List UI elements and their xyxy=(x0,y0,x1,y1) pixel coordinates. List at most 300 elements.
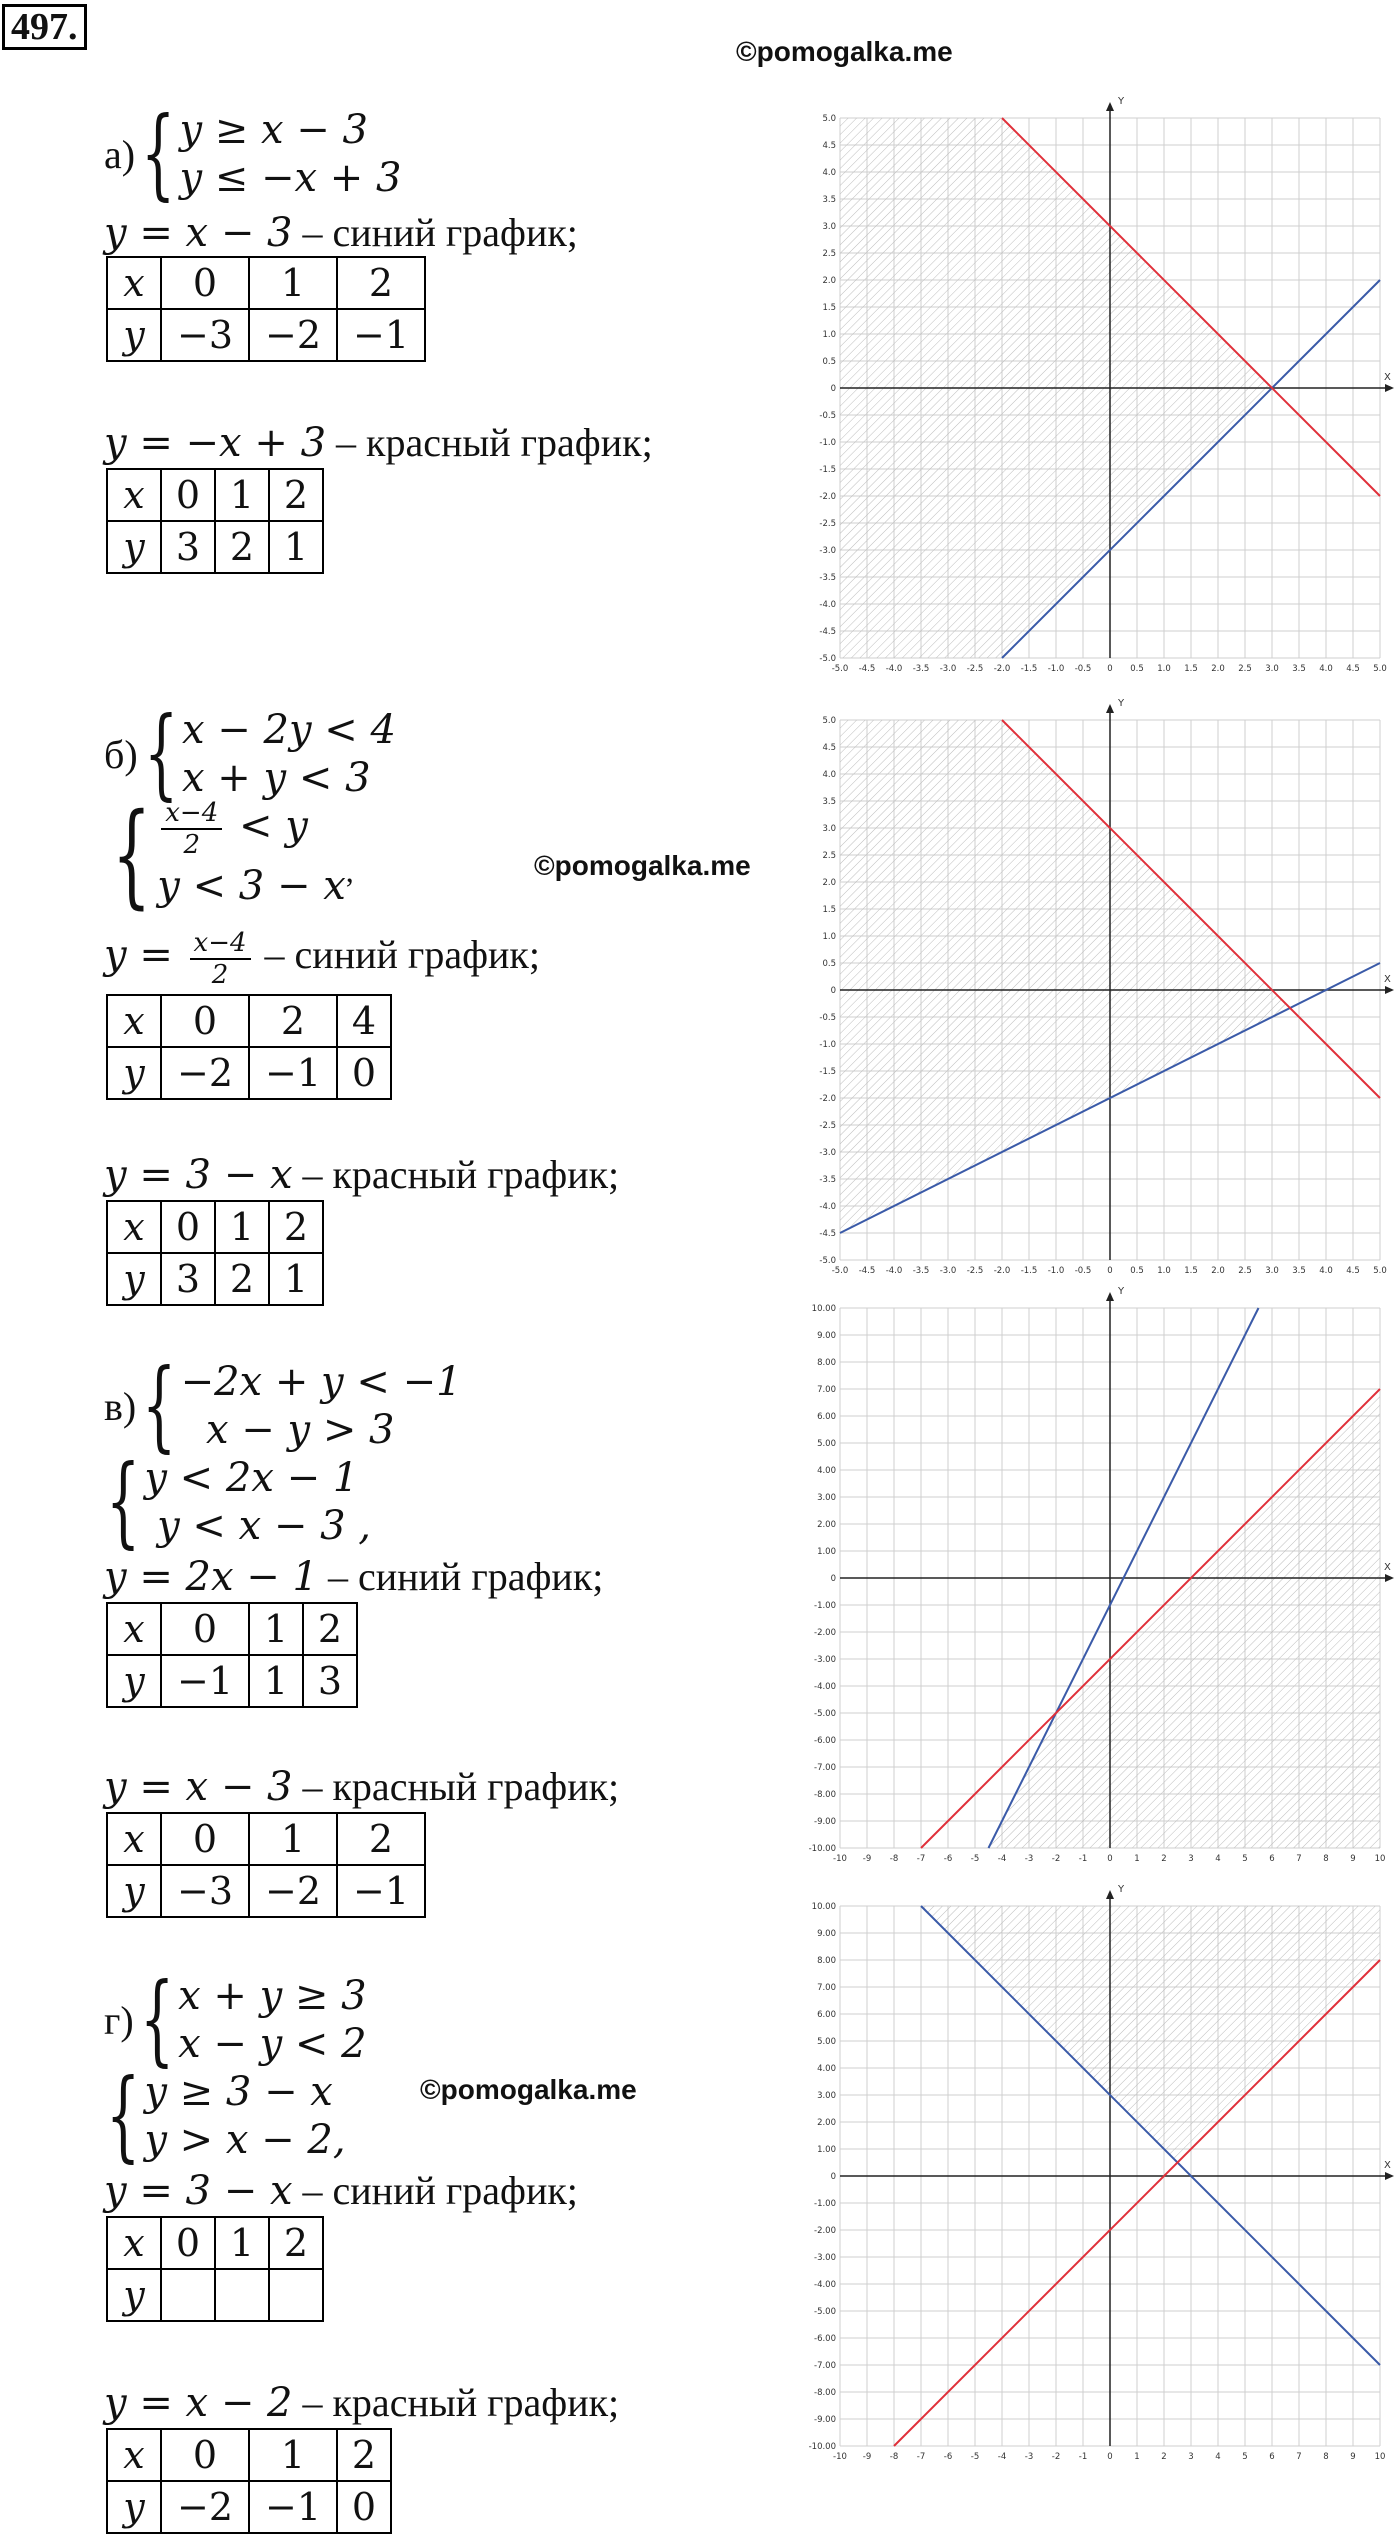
y-tick-label: -9.00 xyxy=(814,2415,836,2425)
brace-icon: { xyxy=(112,790,152,920)
table-cell: 0 xyxy=(161,1603,249,1655)
problem-number: 497. xyxy=(2,4,87,50)
table-cell: 4 xyxy=(337,995,391,1047)
part-d-red-table xyxy=(106,2428,392,2534)
table-row xyxy=(107,309,425,361)
y-tick-label: -2.5 xyxy=(819,1121,836,1131)
x-tick-label: 9 xyxy=(1350,2452,1356,2462)
y-tick-label: -3.0 xyxy=(819,1148,836,1158)
brace-icon: { xyxy=(142,1349,177,1463)
x-tick-label: -4.5 xyxy=(858,664,876,674)
y-tick-label: 3.0 xyxy=(822,222,836,232)
x-tick-label: 7 xyxy=(1296,1854,1302,1864)
part-b-blue-table xyxy=(106,994,392,1100)
x-tick-label: 4.5 xyxy=(1346,1266,1360,1276)
equation: y = x − 3 xyxy=(104,210,293,256)
y-tick-label: 9.00 xyxy=(817,1331,836,1341)
x-tick-label: -1.5 xyxy=(1020,1266,1038,1276)
system-row: y < x − 3 , xyxy=(144,1503,371,1549)
y-tick-label: -5.00 xyxy=(814,1709,836,1719)
x-tick-label: 0 xyxy=(1107,1266,1113,1276)
y-tick-label: -2.5 xyxy=(819,519,836,529)
part-c-label: в) xyxy=(104,1383,137,1429)
table-cell: 1 xyxy=(215,469,269,521)
table-row xyxy=(107,521,323,573)
y-tick-label: 5.0 xyxy=(822,716,836,726)
x-tick-label: 3.0 xyxy=(1265,1266,1279,1276)
x-tick-label: -3 xyxy=(1024,1854,1034,1864)
y-tick-label: 8.00 xyxy=(817,1956,836,1966)
watermark-bottom: ©pomogalka.me xyxy=(420,2074,637,2105)
y-axis-label: Y xyxy=(1118,1286,1125,1297)
y-tick-label: -2.00 xyxy=(814,2226,836,2236)
x-tick-label: 3 xyxy=(1188,1854,1194,1864)
graph-part-a xyxy=(810,88,1396,674)
x-tick-label: 5.0 xyxy=(1373,664,1387,674)
shaded-region xyxy=(840,720,1290,1233)
y-tick-label: -7.00 xyxy=(814,2361,836,2371)
y-tick-label: -8.00 xyxy=(814,1790,836,1800)
x-tick-label: 2.0 xyxy=(1211,664,1225,674)
y-tick-label: 5.00 xyxy=(817,2037,836,2047)
x-axis-arrow-icon xyxy=(1385,986,1394,994)
x-tick-label: -2.0 xyxy=(993,664,1011,674)
x-tick-label: 4.0 xyxy=(1319,664,1333,674)
y-tick-label: 3.5 xyxy=(822,797,836,807)
y-tick-label: 6.00 xyxy=(817,1412,836,1422)
part-b-label: б) xyxy=(104,731,138,777)
x-tick-label: -8 xyxy=(889,2452,899,2462)
part-a-red-table xyxy=(106,468,324,574)
y-tick-label: 0 xyxy=(830,986,836,996)
x-tick-label: 3 xyxy=(1188,2452,1194,2462)
y-tick-label: 0.5 xyxy=(822,357,836,367)
y-tick-label: -5.0 xyxy=(819,1256,836,1266)
x-tick-label: -2.5 xyxy=(966,1266,984,1276)
table-row xyxy=(107,2481,391,2533)
x-axis-label: X xyxy=(1384,372,1391,383)
x-tick-label: -2 xyxy=(1051,1854,1061,1864)
x-tick-label: -2 xyxy=(1051,2452,1061,2462)
table-cell: 1 xyxy=(249,257,337,309)
y-tick-label: -5.00 xyxy=(814,2307,836,2317)
table-cell: 1 xyxy=(249,1603,303,1655)
y-tick-label: 3.0 xyxy=(822,824,836,834)
y-tick-label: 0 xyxy=(830,2172,836,2182)
caption: – синий график; xyxy=(292,2168,578,2213)
part-d-label: г) xyxy=(104,1997,134,2043)
x-tick-label: -1 xyxy=(1078,2452,1088,2462)
part-b-red-caption xyxy=(104,1152,619,1198)
x-tick-label: 2 xyxy=(1161,1854,1167,1864)
table-cell: −1 xyxy=(337,309,425,361)
y-tick-label: -1.00 xyxy=(814,1601,836,1611)
table-row xyxy=(107,1655,357,1707)
y-tick-label: -4.5 xyxy=(819,1229,836,1239)
table-cell: x xyxy=(107,2217,161,2269)
y-tick-label: 6.00 xyxy=(817,2010,836,2020)
part-a-blue-table xyxy=(106,256,426,362)
y-tick-label: 4.5 xyxy=(822,743,836,753)
y-tick-label: -3.5 xyxy=(819,573,836,583)
y-axis-label: Y xyxy=(1118,1884,1125,1895)
y-tick-label: -1.5 xyxy=(819,465,836,475)
system-row: x + y ≥ 3 xyxy=(178,1973,367,2019)
table-cell: 2 xyxy=(215,1253,269,1305)
x-tick-label: 6 xyxy=(1269,2452,1275,2462)
y-tick-label: 4.00 xyxy=(817,1466,836,1476)
x-tick-label: -7 xyxy=(916,2452,926,2462)
x-tick-label: 5.0 xyxy=(1373,1266,1387,1276)
table-cell: x xyxy=(107,1201,161,1253)
table-cell: −3 xyxy=(161,309,249,361)
y-tick-label: 1.5 xyxy=(822,905,836,915)
table-cell: 0 xyxy=(161,257,249,309)
x-tick-label: -3.5 xyxy=(912,1266,930,1276)
y-tick-label: -2.0 xyxy=(819,1094,836,1104)
y-tick-label: 2.5 xyxy=(822,851,836,861)
table-cell: 2 xyxy=(269,1201,323,1253)
y-tick-label: -10.00 xyxy=(808,2442,836,2452)
x-tick-label: 4 xyxy=(1215,1854,1221,1864)
table-cell: 2 xyxy=(249,995,337,1047)
table-cell: x xyxy=(107,1813,161,1865)
part-c-red-caption xyxy=(104,1764,619,1810)
y-tick-label: 2.00 xyxy=(817,1520,836,1530)
y-tick-label: 2.0 xyxy=(822,878,836,888)
y-tick-label: -5.0 xyxy=(819,654,836,664)
x-tick-label: 1 xyxy=(1134,2452,1140,2462)
table-cell: −2 xyxy=(161,2481,249,2533)
x-tick-label: 2.5 xyxy=(1238,664,1252,674)
equation: y = 2x − 1 xyxy=(104,1554,318,1600)
x-tick-label: 1.0 xyxy=(1157,1266,1171,1276)
caption: – синий график; xyxy=(317,1554,604,1599)
y-tick-label: -2.0 xyxy=(819,492,836,502)
x-tick-label: -9 xyxy=(862,1854,872,1864)
frac-numerator: x−4 xyxy=(161,798,222,830)
y-tick-label: 2.00 xyxy=(817,2118,836,2128)
x-tick-label: -2.0 xyxy=(993,1266,1011,1276)
table-cell: 2 xyxy=(337,1813,425,1865)
table-cell xyxy=(161,2269,215,2321)
x-tick-label: -4 xyxy=(997,1854,1007,1864)
part-d-red-caption xyxy=(104,2380,619,2426)
x-tick-label: 6 xyxy=(1269,1854,1275,1864)
table-cell: 1 xyxy=(269,521,323,573)
y-tick-label: 3.00 xyxy=(817,1493,836,1503)
system-row: y < 2x − 1 xyxy=(144,1455,359,1501)
table-cell: 0 xyxy=(161,995,249,1047)
x-axis-label: X xyxy=(1384,974,1391,985)
system-row: y ≥ x − 3 xyxy=(179,107,368,153)
system-row: x − y > 3 xyxy=(180,1407,395,1453)
table-cell: 2 xyxy=(337,257,425,309)
graph-part-c xyxy=(790,1282,1396,1862)
watermark-top: ©pomogalka.me xyxy=(736,36,953,67)
x-tick-label: -5 xyxy=(970,2452,980,2462)
y-axis-label: Y xyxy=(1118,96,1125,107)
table-row xyxy=(107,1201,323,1253)
x-tick-label: -1 xyxy=(1078,1854,1088,1864)
table-row xyxy=(107,1253,323,1305)
y-tick-label: 1.0 xyxy=(822,932,836,942)
table-cell: 0 xyxy=(161,2217,215,2269)
table-cell: 2 xyxy=(269,2217,323,2269)
caption: – красный график; xyxy=(292,2380,620,2425)
table-cell: 0 xyxy=(337,2481,391,2533)
y-tick-label: -0.5 xyxy=(819,1013,836,1023)
part-b-red-table xyxy=(106,1200,324,1306)
x-tick-label: -5.0 xyxy=(831,664,849,674)
x-tick-label: -7 xyxy=(916,1854,926,1864)
part-d-blue-table xyxy=(106,2216,324,2322)
equation: y = −x + 3 xyxy=(104,420,327,466)
graph-part-d xyxy=(790,1880,1396,2460)
y-axis-arrow-icon xyxy=(1106,1890,1114,1899)
x-tick-label: -1.5 xyxy=(1020,664,1038,674)
equation: y = x − 2 xyxy=(104,2380,293,2426)
table-row xyxy=(107,257,425,309)
x-tick-label: -4.0 xyxy=(885,664,903,674)
frac-denominator: 2 xyxy=(211,960,229,990)
table-cell: 0 xyxy=(161,1201,215,1253)
watermark-middle: ©pomogalka.me xyxy=(534,850,751,881)
x-tick-label: 0.5 xyxy=(1130,664,1144,674)
brace-icon: { xyxy=(106,2059,141,2173)
y-tick-label: -6.00 xyxy=(814,1736,836,1746)
y-tick-label: 8.00 xyxy=(817,1358,836,1368)
x-tick-label: -6 xyxy=(943,1854,953,1864)
table-cell: 0 xyxy=(161,1813,249,1865)
system-row: y ≥ 3 − x xyxy=(144,2069,333,2115)
x-tick-label: 2 xyxy=(1161,2452,1167,2462)
table-cell: x xyxy=(107,469,161,521)
part-a-label: а) xyxy=(104,131,136,177)
table-cell: −1 xyxy=(249,1047,337,1099)
system-row: x + y < 3 xyxy=(182,755,371,801)
table-cell: −1 xyxy=(337,1865,425,1917)
x-tick-label: -1.0 xyxy=(1047,1266,1065,1276)
y-tick-label: 9.00 xyxy=(817,1929,836,1939)
y-tick-label: 1.00 xyxy=(817,1547,836,1557)
table-row xyxy=(107,2269,323,2321)
y-tick-label: 0 xyxy=(830,1574,836,1584)
y-tick-label: -3.5 xyxy=(819,1175,836,1185)
y-tick-label: 7.00 xyxy=(817,1983,836,1993)
table-cell: 3 xyxy=(303,1655,357,1707)
table-cell: −2 xyxy=(249,309,337,361)
x-tick-label: 0 xyxy=(1107,664,1113,674)
x-tick-label: 8 xyxy=(1323,1854,1329,1864)
x-tick-label: -5.0 xyxy=(831,1266,849,1276)
x-tick-label: 5 xyxy=(1242,1854,1248,1864)
y-tick-label: -4.00 xyxy=(814,2280,836,2290)
y-axis-arrow-icon xyxy=(1106,1292,1114,1301)
x-axis-label: X xyxy=(1384,1562,1391,1573)
system-row: x − y < 2 xyxy=(178,2021,367,2067)
x-tick-label: -10 xyxy=(833,1854,847,1864)
table-cell: 2 xyxy=(337,2429,391,2481)
x-tick-label: -2.5 xyxy=(966,664,984,674)
y-tick-label: 4.0 xyxy=(822,770,836,780)
table-cell: 1 xyxy=(215,1201,269,1253)
table-row xyxy=(107,1813,425,1865)
comma: , xyxy=(345,853,354,889)
y-tick-label: -4.0 xyxy=(819,600,836,610)
row-tail: < y xyxy=(226,803,308,849)
table-cell: x xyxy=(107,2429,161,2481)
y-tick-label: -3.0 xyxy=(819,546,836,556)
table-cell: 2 xyxy=(269,469,323,521)
x-axis-arrow-icon xyxy=(1385,1574,1394,1582)
x-tick-label: -1.0 xyxy=(1047,664,1065,674)
equation: y = 3 − x xyxy=(104,1152,293,1198)
brace-icon: { xyxy=(106,1445,141,1559)
y-tick-label: 4.00 xyxy=(817,2064,836,2074)
table-cell: 2 xyxy=(303,1603,357,1655)
x-tick-label: 1.5 xyxy=(1184,664,1198,674)
x-tick-label: 0 xyxy=(1107,2452,1113,2462)
part-d-blue-caption xyxy=(104,2168,578,2214)
y-tick-label: 3.5 xyxy=(822,195,836,205)
brace-icon: { xyxy=(141,97,176,211)
y-tick-label: -7.00 xyxy=(814,1763,836,1773)
x-tick-label: -3.5 xyxy=(912,664,930,674)
x-tick-label: 9 xyxy=(1350,1854,1356,1864)
table-row xyxy=(107,1865,425,1917)
table-cell: y xyxy=(107,1655,161,1707)
system-row xyxy=(157,798,346,860)
table-cell: y xyxy=(107,1865,161,1917)
x-tick-label: 4.0 xyxy=(1319,1266,1333,1276)
system-row: y > x − 2, xyxy=(144,2117,346,2163)
x-tick-label: -3.0 xyxy=(939,664,957,674)
y-tick-label: -4.00 xyxy=(814,1682,836,1692)
system-row: x − 2y < 4 xyxy=(182,707,396,753)
table-cell: 0 xyxy=(337,1047,391,1099)
table-cell: 0 xyxy=(161,469,215,521)
table-cell: 1 xyxy=(249,1655,303,1707)
y-tick-label: -10.00 xyxy=(808,1844,836,1854)
x-tick-label: 7 xyxy=(1296,2452,1302,2462)
table-cell: −2 xyxy=(249,1865,337,1917)
table-cell: x xyxy=(107,1603,161,1655)
system-row: y ≤ −x + 3 xyxy=(179,155,402,201)
x-tick-label: 4.5 xyxy=(1346,664,1360,674)
x-axis-arrow-icon xyxy=(1385,2172,1394,2180)
y-tick-label: 0 xyxy=(830,384,836,394)
equation: y = 3 − x xyxy=(104,2168,293,2214)
y-tick-label: 1.0 xyxy=(822,330,836,340)
x-tick-label: 5 xyxy=(1242,2452,1248,2462)
part-a-blue-caption xyxy=(104,210,578,256)
table-cell: y xyxy=(107,1047,161,1099)
y-tick-label: 5.00 xyxy=(817,1439,836,1449)
y-axis-arrow-icon xyxy=(1106,704,1114,713)
table-row xyxy=(107,1603,357,1655)
y-tick-label: -0.5 xyxy=(819,411,836,421)
x-axis-arrow-icon xyxy=(1385,384,1394,392)
y-tick-label: 5.0 xyxy=(822,114,836,124)
x-tick-label: 3.5 xyxy=(1292,1266,1306,1276)
x-tick-label: 0 xyxy=(1107,1854,1113,1864)
x-tick-label: 3.0 xyxy=(1265,664,1279,674)
x-tick-label: -4.0 xyxy=(885,1266,903,1276)
x-tick-label: 10 xyxy=(1374,1854,1386,1864)
y-tick-label: -2.00 xyxy=(814,1628,836,1638)
x-tick-label: -3 xyxy=(1024,2452,1034,2462)
y-tick-label: 2.5 xyxy=(822,249,836,259)
frac-denominator: 2 xyxy=(183,830,201,860)
part-c-blue-caption xyxy=(104,1554,603,1600)
caption: – красный график; xyxy=(292,1764,620,1809)
part-a-red-caption xyxy=(104,420,653,466)
x-tick-label: -4 xyxy=(997,2452,1007,2462)
x-tick-label: 1.0 xyxy=(1157,664,1171,674)
y-tick-label: 10.00 xyxy=(811,1304,836,1314)
table-cell: 2 xyxy=(215,521,269,573)
part-c-blue-table xyxy=(106,1602,358,1708)
part-d-system xyxy=(104,1963,367,2077)
caption: – красный график; xyxy=(292,1152,620,1197)
system-row: −2x + y < −1 xyxy=(180,1359,462,1405)
y-tick-label: -1.0 xyxy=(819,438,836,448)
table-cell: 1 xyxy=(249,1813,337,1865)
x-tick-label: -5 xyxy=(970,1854,980,1864)
y-tick-label: -1.0 xyxy=(819,1040,836,1050)
table-cell: 1 xyxy=(215,2217,269,2269)
shaded-region xyxy=(921,1906,1380,2163)
y-tick-label: 4.5 xyxy=(822,141,836,151)
x-tick-label: 2.5 xyxy=(1238,1266,1252,1276)
x-tick-label: -8 xyxy=(889,1854,899,1864)
x-tick-label: -0.5 xyxy=(1074,1266,1092,1276)
table-cell: y xyxy=(107,2481,161,2533)
y-tick-label: 3.00 xyxy=(817,2091,836,2101)
table-cell: x xyxy=(107,257,161,309)
graph-part-b xyxy=(810,690,1396,1276)
equation-lhs: y = xyxy=(104,932,186,979)
y-tick-label: -1.00 xyxy=(814,2199,836,2209)
caption: – красный график; xyxy=(326,420,653,465)
part-b-rewritten xyxy=(104,790,354,920)
table-row xyxy=(107,2217,323,2269)
x-tick-label: -10 xyxy=(833,2452,847,2462)
x-tick-label: 8 xyxy=(1323,2452,1329,2462)
table-cell xyxy=(215,2269,269,2321)
table-row xyxy=(107,1047,391,1099)
x-tick-label: 2.0 xyxy=(1211,1266,1225,1276)
table-row xyxy=(107,995,391,1047)
part-b-blue-caption xyxy=(104,928,540,990)
y-tick-label: -3.00 xyxy=(814,2253,836,2263)
table-cell: y xyxy=(107,309,161,361)
part-c-system xyxy=(104,1349,462,1463)
table-cell: y xyxy=(107,521,161,573)
table-cell: −3 xyxy=(161,1865,249,1917)
table-cell: −2 xyxy=(161,1047,249,1099)
x-tick-label: 1 xyxy=(1134,1854,1140,1864)
x-tick-label: 3.5 xyxy=(1292,664,1306,674)
table-cell: 3 xyxy=(161,521,215,573)
y-tick-label: -9.00 xyxy=(814,1817,836,1827)
part-b-system xyxy=(104,697,396,811)
brace-icon: { xyxy=(143,697,179,811)
part-c-rewritten xyxy=(100,1445,371,1559)
table-cell: 1 xyxy=(249,2429,337,2481)
table-cell: y xyxy=(107,2269,161,2321)
